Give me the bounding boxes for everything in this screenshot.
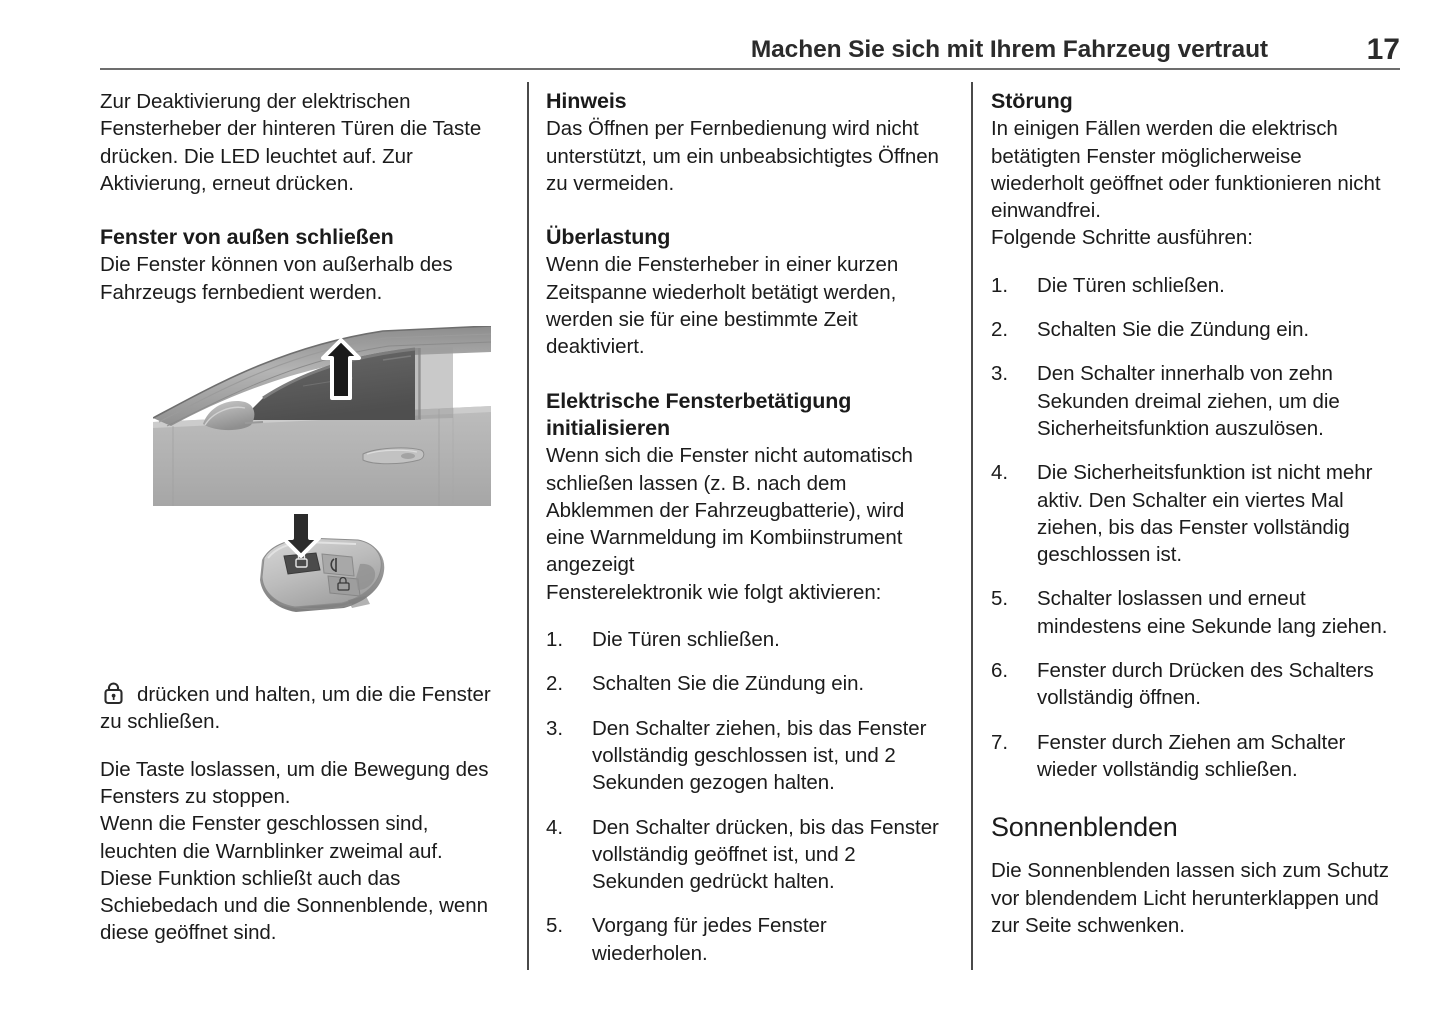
spacer bbox=[100, 197, 500, 224]
step-number: 1. bbox=[991, 273, 1008, 297]
page-number: 17 bbox=[1366, 33, 1400, 66]
list-item bbox=[546, 715, 946, 797]
heading-sun-visors: Sonnenblenden bbox=[991, 812, 1178, 843]
step-number: 1. bbox=[546, 628, 563, 652]
step-number: 5. bbox=[546, 914, 563, 938]
list-item bbox=[991, 729, 1391, 784]
spacer bbox=[991, 252, 1391, 272]
list-item bbox=[991, 272, 1391, 299]
spacer bbox=[100, 638, 500, 658]
list-item bbox=[991, 459, 1391, 568]
fault-text-1: In einigen Fällen werden die elektrisch betätigten Fenster möglicherweise wiederholt geöffnet oder funktionieren nicht einwandfrei. bbox=[991, 117, 1381, 223]
figure-remote-window-close bbox=[100, 326, 500, 638]
heading-fault: Störung bbox=[991, 89, 1073, 113]
step-number: 4. bbox=[546, 815, 563, 839]
step-text: Schalten Sie die Zündung ein. bbox=[1037, 318, 1310, 342]
fault-text-2: Folgende Schritte ausführen: bbox=[991, 226, 1253, 250]
spacer bbox=[991, 783, 1391, 810]
spacer bbox=[546, 361, 946, 388]
key-fob-illustration bbox=[248, 508, 398, 638]
step-text: Den Schalter drücken, bis das Fenster vollständig geöffnet ist, und 2 Sekunden gedrückt halten. bbox=[592, 815, 939, 894]
step-text: Schalter loslassen und erneut mindestens eine Sekunde lang ziehen. bbox=[1037, 587, 1388, 638]
sun-visors-text: Die Sonnenblenden lassen sich zum Schutz vor blendendem Licht herunterklappen und zur Seite schwenken. bbox=[991, 859, 1389, 937]
step-text: Die Türen schließen. bbox=[592, 628, 780, 652]
step-text: Fenster durch Drücken des Schalters vollständig öffnen. bbox=[1037, 659, 1374, 710]
car-side-view-illustration bbox=[153, 326, 491, 506]
step-number: 7. bbox=[991, 730, 1008, 754]
list-item bbox=[546, 912, 946, 967]
fault-steps-list bbox=[991, 272, 1391, 783]
step-text: Die Sicherheitsfunktion ist nicht mehr aktiv. Den Schalter ein viertes Mal ziehen, bis das Fenster vollständig geschlossen ist. bbox=[1037, 461, 1373, 567]
overload-text: Wenn die Fensterheber in einer kurzen Zeitspanne wiederholt betätigt werden, werden sie für eine bestimmte Zeit deaktiviert. bbox=[546, 253, 899, 359]
heading-overload: Überlastung bbox=[546, 225, 671, 250]
note-text: Das Öffnen per Fernbedienung wird nicht unterstützt, um ein unbeabsichtigtes Öffnen zu vermeiden. bbox=[546, 117, 939, 195]
step-number: 6. bbox=[991, 659, 1008, 683]
close-from-outside-text: Die Fenster können von außerhalb des Fahrzeugs fernbedient werden. bbox=[100, 253, 453, 304]
column-2 bbox=[546, 88, 946, 967]
step-number: 5. bbox=[991, 587, 1008, 611]
step-text: Die Türen schließen. bbox=[1037, 273, 1225, 297]
step-number: 3. bbox=[991, 362, 1008, 386]
step-text: Schalten Sie die Zündung ein. bbox=[592, 672, 865, 696]
lock-button-instruction bbox=[100, 679, 500, 736]
list-item bbox=[991, 316, 1391, 343]
header-rule bbox=[100, 68, 1400, 70]
page-title: Machen Sie sich mit Ihrem Fahrzeug vertraut bbox=[750, 36, 1268, 63]
release-button-text: Die Taste loslassen, um die Bewegung des Fensters zu stoppen. bbox=[100, 757, 489, 808]
list-item bbox=[991, 657, 1391, 712]
sunroof-function-text: Diese Funktion schließt auch das Schiebedach und die Sonnenblende, wenn diese geöffnet sind. bbox=[100, 866, 488, 945]
list-item bbox=[991, 585, 1391, 640]
step-text: Fenster durch Ziehen am Schalter wieder vollständig schließen. bbox=[1037, 730, 1346, 781]
list-item bbox=[546, 626, 946, 653]
spacer bbox=[546, 197, 946, 224]
page-header bbox=[100, 33, 1400, 70]
column-divider-1 bbox=[527, 82, 529, 970]
step-text: Den Schalter ziehen, bis das Fenster vollständig geschlossen ist, und 2 Sekunden gezogen halten. bbox=[592, 716, 927, 795]
step-number: 2. bbox=[991, 318, 1008, 342]
step-number: 4. bbox=[991, 461, 1008, 485]
column-1 bbox=[100, 88, 500, 947]
lock-instruction-text: drücken und halten, um die die Fenster zu schließen. bbox=[100, 682, 491, 733]
step-number: 3. bbox=[546, 716, 563, 740]
step-text: Den Schalter innerhalb von zehn Sekunden dreimal ziehen, um die Sicherheitsfunktion auszulösen. bbox=[1037, 362, 1340, 440]
list-item bbox=[546, 814, 946, 896]
step-text: Vorgang für jedes Fenster wiederholen. bbox=[592, 914, 827, 965]
list-item bbox=[991, 360, 1391, 442]
hazard-lights-text: Wenn die Fenster geschlossen sind, leuchten die Warnblinker zweimal auf. bbox=[100, 812, 443, 863]
initialise-steps-list bbox=[546, 626, 946, 967]
column-divider-2 bbox=[971, 82, 973, 970]
spacer bbox=[100, 306, 500, 326]
lock-icon bbox=[100, 679, 127, 707]
heading-close-from-outside: Fenster von außen schließen bbox=[100, 225, 394, 250]
column-3 bbox=[991, 88, 1391, 939]
step-number: 2. bbox=[546, 672, 563, 696]
initialise-text-2: Fensterelektronik wie folgt aktivieren: bbox=[546, 580, 882, 604]
intro-paragraph: Zur Deaktivierung der elektrischen Fensterheber der hinteren Türen die Taste drücken. Die LED leuchtet auf. Zur Aktivierung, erneut drücken. bbox=[100, 90, 482, 195]
spacer bbox=[546, 606, 946, 626]
list-item bbox=[546, 670, 946, 697]
heading-note: Hinweis bbox=[546, 89, 627, 113]
initialise-text-1: Wenn sich die Fenster nicht automatisch schließen lassen (z. B. nach dem Abklemmen der Fahrzeugbatterie), wird eine Warnmeldung im Kombiinstrument angezeigt bbox=[546, 444, 913, 577]
spacer bbox=[991, 844, 1391, 857]
heading-initialise-windows: Elektrische Fensterbetätigung initialisieren bbox=[546, 388, 852, 440]
